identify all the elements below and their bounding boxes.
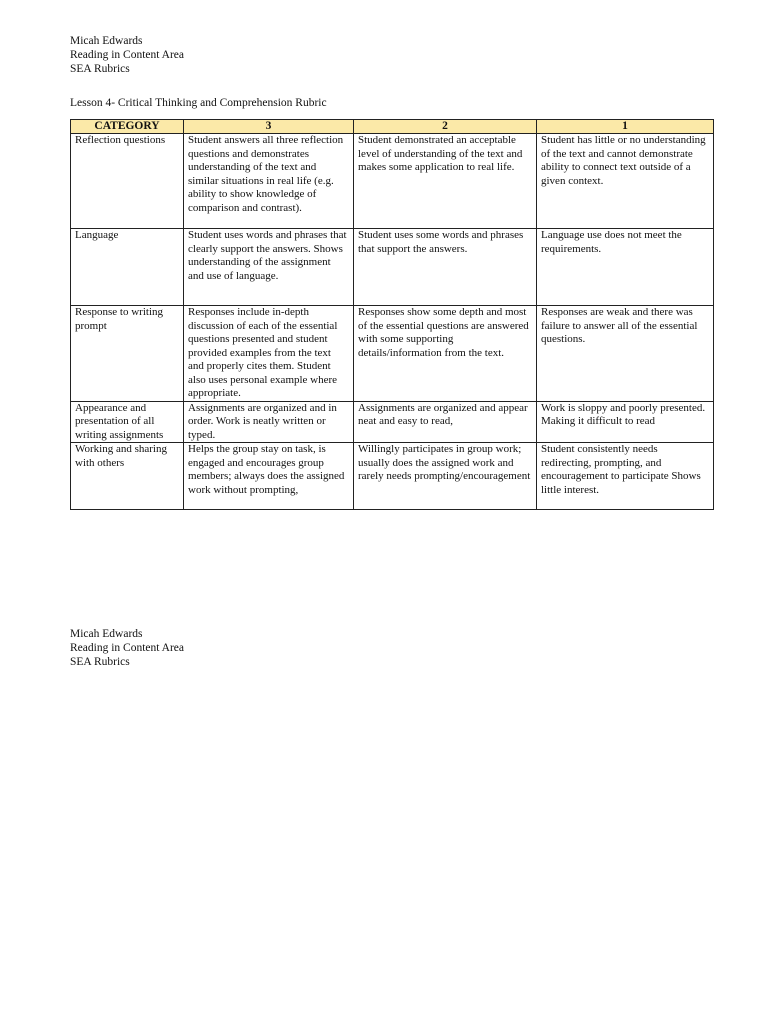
score-1-cell: Language use does not meet the requirements. bbox=[537, 229, 714, 306]
category-cell: Reflection questions bbox=[71, 134, 184, 229]
score-3-cell: Student uses words and phrases that clearly support the answers. Shows understanding of the assignment and use of language. bbox=[184, 229, 354, 306]
score-2-cell: Student demonstrated an acceptable level of understanding of the text and makes some application to real life. bbox=[354, 134, 537, 229]
table-row bbox=[71, 229, 714, 306]
score-2-cell: Student uses some words and phrases that support the answers. bbox=[354, 229, 537, 306]
column-header-score-1: 1 bbox=[537, 120, 714, 134]
table-row bbox=[71, 401, 714, 443]
table-header-row bbox=[71, 120, 714, 134]
table-row bbox=[71, 306, 714, 402]
score-2-cell: Willingly participates in group work; usually does the assigned work and rarely needs prompting/encouragement bbox=[354, 443, 537, 510]
score-2-cell: Responses show some depth and most of the essential questions are answered with some supporting details/information from the text. bbox=[354, 306, 537, 402]
score-1-cell: Student has little or no understanding of the text and cannot demonstrate ability to connect text outside of a given context. bbox=[537, 134, 714, 229]
table-row bbox=[71, 134, 714, 229]
score-3-cell: Student answers all three reflection questions and demonstrates understanding of the text and similar situations in real life (e.g. ability to show knowledge of comparison and contrast). bbox=[184, 134, 354, 229]
rubric-title: Lesson 4- Critical Thinking and Comprehension Rubric bbox=[70, 97, 327, 109]
category-cell: Appearance and presentation of all writing assignments bbox=[71, 401, 184, 443]
score-3-cell: Responses include in-depth discussion of each of the essential questions presented and student provided examples from the text and properly cites them. Student also uses personal example where appropriate. bbox=[184, 306, 354, 402]
score-1-cell: Student consistently needs redirecting, prompting, and encouragement to participate Shows little interest. bbox=[537, 443, 714, 510]
category-cell: Language bbox=[71, 229, 184, 306]
document-footer-header bbox=[70, 627, 184, 669]
score-2-cell: Assignments are organized and appear neat and easy to read, bbox=[354, 401, 537, 443]
score-1-cell: Work is sloppy and poorly presented. Making it difficult to read bbox=[537, 401, 714, 443]
rubric-table bbox=[70, 119, 714, 510]
column-header-score-3: 3 bbox=[184, 120, 354, 134]
table-row bbox=[71, 443, 714, 510]
column-header-category: CATEGORY bbox=[71, 120, 184, 134]
score-1-cell: Responses are weak and there was failure to answer all of the essential questions. bbox=[537, 306, 714, 402]
category-cell: Working and sharing with others bbox=[71, 443, 184, 510]
course-name: Reading in Content Area bbox=[70, 642, 185, 654]
author-name: Micah Edwards bbox=[70, 628, 143, 640]
column-header-score-2: 2 bbox=[354, 120, 537, 134]
course-name: Reading in Content Area bbox=[70, 49, 185, 61]
document-label: SEA Rubrics bbox=[70, 63, 130, 75]
document-header bbox=[70, 34, 184, 76]
document-label: SEA Rubrics bbox=[70, 656, 130, 668]
score-3-cell: Helps the group stay on task, is engaged and encourages group members; always does the assigned work without prompting, bbox=[184, 443, 354, 510]
author-name: Micah Edwards bbox=[70, 35, 143, 47]
score-3-cell: Assignments are organized and in order. Work is neatly written or typed. bbox=[184, 401, 354, 443]
category-cell: Response to writing prompt bbox=[71, 306, 184, 402]
